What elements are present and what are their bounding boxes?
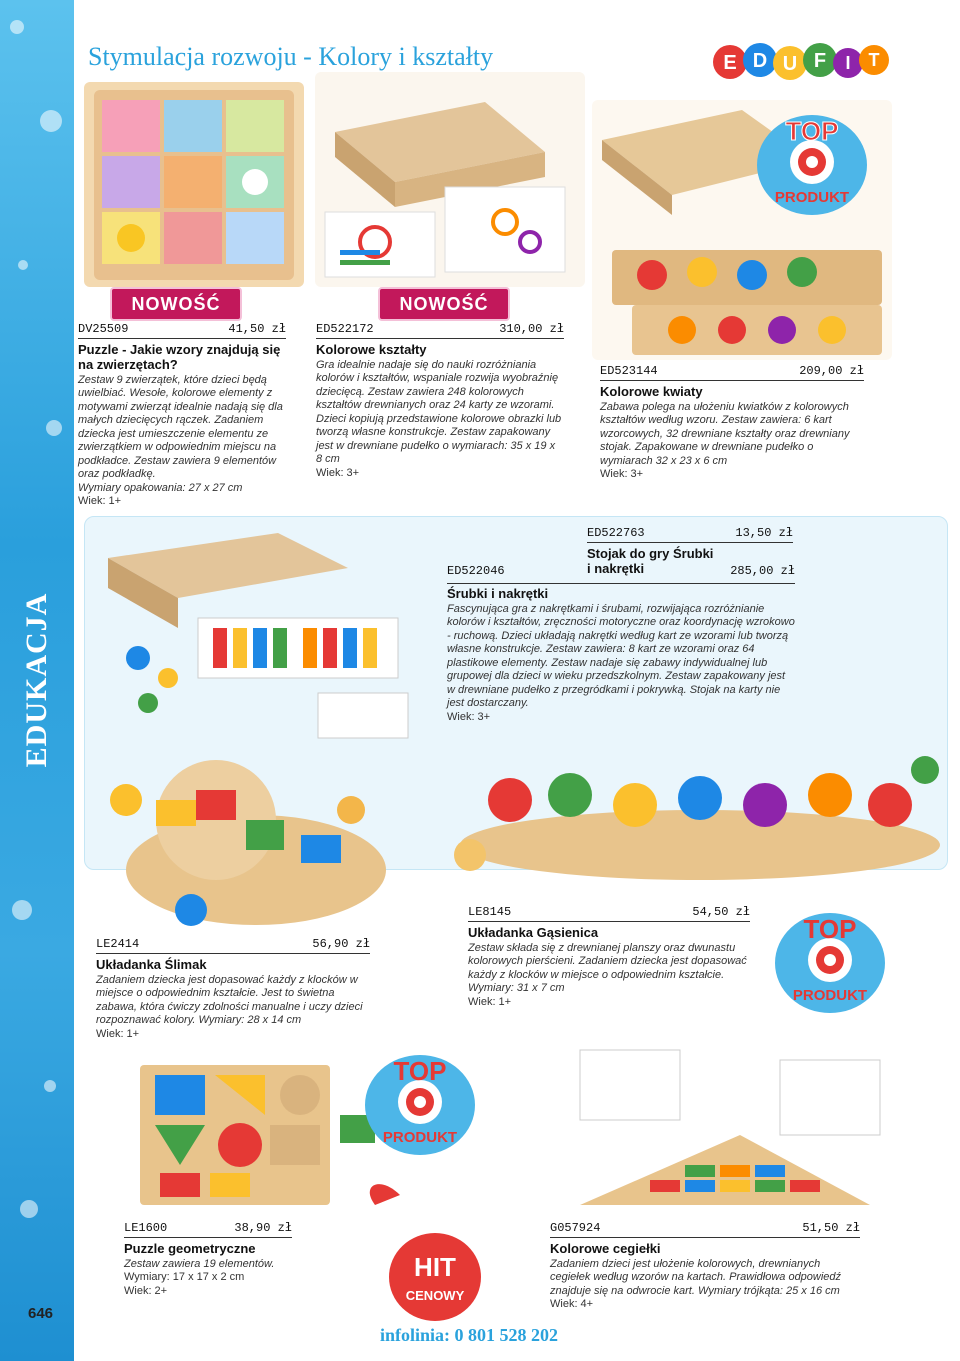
decor-bubble: [40, 110, 62, 132]
product-price: 13,50 zł: [735, 526, 793, 540]
product-name: Puzzle - Jakie wzory znajdują się na zwierzętach?: [78, 341, 281, 372]
product-age: Wiek: 3+: [600, 468, 644, 480]
product-code: ED523144: [600, 364, 658, 378]
product-name: Kolorowe cegiełki: [550, 1240, 661, 1256]
product-code: G057924: [550, 1221, 601, 1235]
product-code: ED522172: [316, 322, 374, 336]
product-code: DV25509: [78, 322, 129, 336]
product-description: Zadaniem dziecka jest dopasować każdy z klocków w miejsce o odpowiednim kształcie. Jest to świetna zabawa, która ćwiczy zdolności manualne i uczy dzieci rozpoznawać kolory. Wymiary: 28 x 14 cm: [96, 973, 363, 1026]
product-dimensions: Wymiary opakowania: 27 x 27 cm: [78, 481, 243, 494]
top-product-badge: [360, 1050, 480, 1160]
photo-snail-puzzle: [96, 740, 386, 930]
svg-text:TOP: TOP: [785, 116, 839, 146]
svg-text:T: T: [868, 50, 880, 70]
decor-bubble: [18, 260, 28, 270]
product-age: Wiek: 3+: [447, 710, 491, 723]
product-name: Stojak do gry Śrubki i nakrętki: [587, 545, 714, 576]
svg-text:PRODUKT: PRODUKT: [774, 189, 850, 206]
product-age: Wiek: 1+: [78, 495, 122, 507]
product-name: Kolorowe kształty: [316, 341, 427, 357]
product-price: 285,00 zł: [730, 564, 795, 578]
product-name: Układanka Gąsienica: [468, 924, 599, 940]
product-code: ED522763: [587, 526, 645, 540]
photo-screws-nuts: [98, 528, 436, 758]
product-name: Kolorowe kwiaty: [600, 383, 703, 399]
product-price: 51,50 zł: [802, 1221, 860, 1235]
top-product-badge: [752, 110, 872, 220]
product-le8145: [468, 906, 750, 1009]
product-description: Zabawa polega na ułożeniu kwiatków z kolorowych kształtów według wzoru. Zestaw zawiera: 6 kart wzorcowych, 32 drewniane kształty oraz drewniany stojak. Zapakowane w drewniane pudełko o wymiarach 32 x 23 x 6 cm: [600, 400, 850, 467]
product-age: Wiek: 1+: [468, 995, 512, 1008]
edufit-logo: [712, 36, 892, 86]
product-description: Zestaw 9 zwierzątek, które dzieci będą uwielbiać. Wesołe, kolorowe elementy z motywami zwierząt idealnie nadają się dla małych dziecięcych rączek. Zadaniem dziecka jest umieszczenie elementu ze zwierzątkiem w odpowiednim miejscu na podkładce. Zestaw zawiera 9 elementów oraz podkładkę.: [78, 373, 283, 480]
svg-text:TOP: TOP: [803, 914, 857, 944]
new-badge: NOWOŚĆ: [378, 287, 510, 321]
photo-brick-cards: [560, 1040, 890, 1210]
svg-text:F: F: [813, 50, 827, 72]
product-g057924: [550, 1222, 860, 1312]
product-name: Śrubki i nakrętki: [447, 585, 549, 601]
hit-price-badge: [385, 1230, 485, 1325]
product-dv25509: [78, 323, 286, 509]
product-price: 54,50 zł: [692, 905, 750, 919]
product-code: ED522046: [447, 564, 505, 578]
new-badge: NOWOŚĆ: [110, 287, 242, 321]
product-dimensions: Wymiary: 17 x 17 x 2 cm: [124, 1271, 245, 1283]
product-age: Wiek: 4+: [550, 1298, 594, 1310]
svg-text:PRODUKT: PRODUKT: [382, 1129, 458, 1146]
svg-text:D: D: [752, 50, 768, 72]
decor-bubble: [20, 1200, 38, 1218]
product-description: Gra idealnie nadaje się do nauki rozróżniania kolorów i kształtów, wspaniale rozwija wyobraźnię dziecięcą. Zestaw zawiera 248 kolorowych kształtów drewnianych oraz 24 karty ze wzorami. Dzieci kopiują przedstawione kolorowe obrazki lub tworzą własne konstrukcje. Zestaw zapakowany jest w drewniane pudełko o wymiarach: 35 x 19 x 8 cm: [316, 358, 562, 465]
decor-bubble: [12, 900, 32, 920]
decor-bubble: [44, 1080, 56, 1092]
product-ed522046: [447, 565, 795, 724]
product-price: 41,50 zł: [228, 322, 286, 336]
svg-text:TOP: TOP: [393, 1056, 447, 1086]
svg-text:HIT: HIT: [414, 1252, 456, 1282]
decor-bubble: [46, 420, 62, 436]
product-age: Wiek: 2+: [124, 1284, 168, 1297]
section-label: EDUKACJA: [20, 592, 53, 768]
product-code: LE8145: [468, 905, 512, 919]
photo-caterpillar-puzzle: [450, 750, 950, 900]
product-name: Układanka Ślimak: [96, 956, 207, 972]
top-product-badge: [770, 908, 890, 1018]
product-description: Fascynująca gra z nakrętkami i śrubami, rozwijająca rozróżnianie kolorów i kształtów, zręczności motoryczne oraz koordynację wzrokowo - ruchową. Dzieci układają nakrętki według kart ze wzorami lub tworzą własne konstrukcje. Zestaw zawiera: 8 kart ze wzorami oraz 64 plastikowe elementy. Zestaw nadaje się zabawy indywidualnej lub grupowej dla dzieci w wieku przedszkolnym. Zestaw zapakowany jest w drewniane pudełko z przegródkami i pokrywką. Stojak na karty nie jest dostarczany.: [447, 602, 795, 709]
page-number: 646: [28, 1305, 54, 1322]
page-title: Stymulacja rozwoju - Kolory i kształty: [88, 42, 494, 71]
svg-text:E: E: [723, 52, 737, 74]
product-ed522172: [316, 323, 564, 480]
product-age: Wiek: 3+: [316, 466, 360, 479]
product-price: 310,00 zł: [499, 322, 564, 336]
product-code: LE1600: [124, 1221, 168, 1235]
product-name: Puzzle geometryczne: [124, 1240, 256, 1256]
product-price: 56,90 zł: [312, 937, 370, 951]
svg-text:PRODUKT: PRODUKT: [792, 987, 868, 1004]
product-age: Wiek: 1+: [96, 1027, 140, 1040]
photo-shapes-box: [315, 72, 585, 287]
decor-bubble: [10, 20, 24, 34]
product-le1600: [124, 1222, 292, 1298]
product-code: LE2414: [96, 937, 140, 951]
product-price: 209,00 zł: [799, 364, 864, 378]
svg-text:U: U: [782, 53, 798, 75]
product-description: Zestaw składa się z drewnianej planszy oraz dwunastu kolorowych pierścieni. Zadaniem dziecka jest dopasować każdy z klocków w miejsce o odpowiednim kształcie. Wymiary: 31 x 7 cm: [468, 941, 747, 994]
divider: [447, 583, 795, 584]
section-sidebar: [0, 0, 74, 1361]
svg-text:I: I: [845, 53, 851, 73]
product-ed523144: [600, 365, 864, 482]
product-price: 38,90 zł: [234, 1221, 292, 1235]
svg-text:CENOWY: CENOWY: [405, 1288, 465, 1303]
product-description: Zadaniem dzieci jest ułożenie kolorowych, drewnianych cegiełek według wzorów na kartach. Prawidłowa odpowiedź znajduje się na odwrocie kart. Wymiary trójkąta: 25 x 16 cm: [550, 1257, 842, 1297]
product-le2414: [96, 938, 370, 1041]
hotline-footer: infolinia: 0 801 528 202: [380, 1325, 559, 1345]
product-description: Zestaw zawiera 19 elementów.: [124, 1257, 275, 1270]
photo-animal-puzzle: [84, 82, 304, 287]
